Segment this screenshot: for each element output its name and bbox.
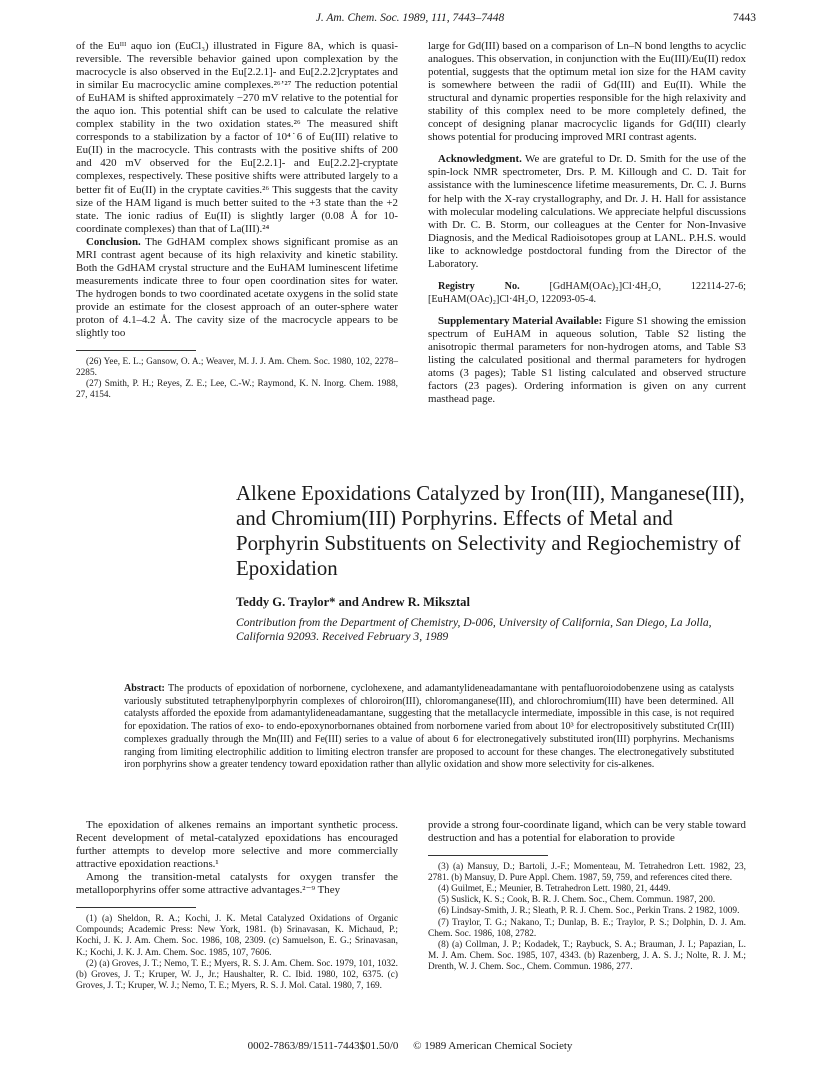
abstract-heading: Abstract: — [124, 683, 165, 694]
footnote-3: (3) (a) Mansuy, D.; Bartoli, J.-F.; Momenteau, M. Tetrahedron Lett. 1982, 23, 2781. (b) Mansuy, D. Pure Appl. Chem. 1987, 59, 759, and references cited there. — [428, 862, 746, 884]
acknowledgment-paragraph — [428, 153, 746, 270]
footnote-rule — [76, 907, 196, 908]
conclusion-heading: Conclusion. — [86, 235, 141, 248]
bottom-right-column — [428, 819, 746, 973]
affiliation: Contribution from the Department of Chemistry, D-006, University of California, San Diego, La Jolla, California 92093. Received February 3, 1989 — [236, 615, 712, 643]
abstract-text: The products of epoxidation of norbornene, cyclohexene, and adamantylideneadamantane with pentafluoroiodobenzene using as catalysts variously substituted tetraphenylporphyrin complexes of chloroiron(III), chloromanganese(III), and chlorochromium(III) have been determined. All catalysts afforded the epoxide from adamantylideneadamantane, suggesting that the metallacycle intermediate, impossible in this case, is not required for epoxidation. The ratios of exo- to endo-epoxynorbornanes obtained from norbornene varied from about 10³ for electropositively substituted Cr(III) complexes gradually through the Mn(III) and Fe(III) series to a value of about 6 for electronegatively substituted iron(III) porphyrins. Mechanisms ranging from limiting electrophilic addition to limiting electron transfer are proposed to account for these changes. The electronegatively substituted iron porphyrins show a greater tendency toward epoxidation rather than allylic oxidation and show more selectivity for cis-alkenes. — [124, 683, 734, 771]
abstract — [124, 683, 734, 772]
issn-code: 0002-7863/89/1511-7443$01.50/0 — [247, 1040, 399, 1052]
running-head — [64, 12, 756, 30]
registry-heading: Registry No. — [438, 280, 520, 292]
footnote-rule — [76, 350, 196, 351]
article-title: Alkene Epoxidations Catalyzed by Iron(III), Manganese(III), and Chromium(III) Porphyrins. Effects of Metal and Porphyrin Substituents on Selectivity and Regiochemistry of Epoxidation — [236, 482, 745, 580]
registry-text: [GdHAM(OAc)₂]Cl·4H₂O, 122114-27-6; [EuHAM(OAc)₂]Cl·4H₂O, 122093-05-4. — [428, 280, 746, 305]
body-paragraph: large for Gd(III) based on a comparison of Ln–N bond lengths to acyclic analogues. This observation, in conjunction with the Eu(III)/Eu(II) redox potential, suggests that the optimum metal ion size for the HAM cavity is somewhere between the radii of Gd(III) and Eu(II). While the structural and dynamic properties responsible for the high relaxivity and stability of this complex need to be more completely defined, the concept of designing planar macrocyclic ligands for Gd(III) clearly shows potential for producing improved MRI contrast agents. — [428, 40, 746, 144]
footnote-7: (7) Traylor, T. G.; Nakano, T.; Dunlap, B. E.; Traylor, P. S.; Dolphin, D. J. Am. Chem. Soc. 1986, 108, 2782. — [428, 917, 746, 939]
intro-paragraph: The epoxidation of alkenes remains an important synthetic process. Recent development of metal-catalyzed epoxidations has encouraged further attempts to develop more selective and more commercially attractive epoxidation reactions.¹ — [76, 819, 398, 871]
authors: Teddy G. Traylor* and Andrew R. Miksztal — [236, 594, 470, 609]
footnote-rule — [428, 855, 548, 856]
registry-paragraph — [428, 280, 746, 306]
intro-paragraph: provide a strong four-coordinate ligand, which can be very stable toward destruction and has a potential for elaboration to provide — [428, 819, 746, 845]
supplementary-text: Figure S1 showing the emission spectrum of EuHAM in aqueous solution, Table S2 listing the anisotropic thermal parameters for non-hydrogen atoms, and Table S3 listing the calculated positional and thermal parameters for hydrogen atoms (3 pages); Table S1 listing calculated and observed structure factors (23 pages). Ordering information is given on any current masthead page. — [428, 314, 746, 406]
supplementary-heading: Supplementary Material Available: — [438, 314, 603, 327]
copyright-notice: © 1989 American Chemical Society — [413, 1040, 573, 1052]
footnote-8: (8) (a) Collman, J. P.; Kodadek, T.; Raybuck, S. A.; Brauman, J. I.; Papazian, L. M. J. Am. Chem. Soc. 1985, 107, 4343. (b) Razenberg, J. A. S. J.; Nolte, R. J. M.; Drenth, W. J. Chem. Soc., Chem. Commun. 1986, 277. — [428, 939, 746, 972]
bottom-left-column — [76, 819, 398, 992]
journal-citation: J. Am. Chem. Soc. 1989, 111, 7443–7448 — [315, 12, 505, 24]
footnote-1: (1) (a) Sheldon, R. A.; Kochi, J. K. Metal Catalyzed Oxidations of Organic Compounds; Academic Press: New York, 1981. (b) Srinavasan, K. Michaud, P.; Kochi, J. K. J. Am. Chem. Soc. 1986, 108, 2309. (c) Samuelson, E. G.; Srinavasan, K.; Kochi, J. K. J. Am. Chem. Soc. 1985, 107, 7606. — [76, 914, 398, 958]
page-number: 7443 — [733, 12, 756, 24]
article-header — [236, 482, 756, 644]
top-left-column — [76, 40, 398, 401]
footnote-5: (5) Suslick, K. S.; Cook, B. R. J. Chem. Soc., Chem. Commun. 1987, 200. — [438, 895, 716, 906]
footnote-2: (2) (a) Groves, J. T.; Nemo, T. E.; Myers, R. S. J. Am. Chem. Soc. 1979, 101, 1032. (b) Groves, J. T.; Kruper, W. J., Jr.; Haushalter, R. C. Ibid. 1980, 102, 6375. (c) Groves, J. T.; Kruper, W. J.; Nemo, T. E.; Myers, R. S. J. Mol. Catal. 1980, 7, 169. — [76, 958, 398, 991]
top-right-column — [428, 40, 746, 406]
conclusion-text: The GdHAM complex shows significant promise as an MRI contrast agent because of its high relaxivity and kinetic stability. Both the GdHAM crystal structure and the EuHAM luminescent lifetime measurements indicate three to four open coordination sites for water. The hydrogen bonds to two coordinated acetate oxygens in the solid state provide an estimate for the closest approach of an outer-sphere water proton of 4.1–4.2 Å. The cavity size of the macrocycle appears to be slightly too — [76, 235, 398, 340]
page-footer — [0, 1040, 820, 1052]
supplementary-paragraph — [428, 315, 746, 406]
conclusion-paragraph — [76, 236, 398, 340]
acknowledgment-heading: Acknowledgment. — [438, 153, 522, 166]
footnote-26: (26) Yee, E. L.; Gansow, O. A.; Weaver, M. J. J. Am. Chem. Soc. 1980, 102, 2278–2285. — [76, 357, 398, 379]
acknowledgment-text: We are grateful to Dr. D. Smith for the use of the spin-lock NMR spectrometer, Drs. P. M. Killough and C. D. Tait for assistance with the luminescence lifetime measurements, Dr. C. J. Burns for help with the X-ray crystallography, and Dr. J. H. Hall for assistance with molecular modeling calculations. We appreciate helpful discussions with Dr. C. B. Storm, our colleagues at the Center for Non-Invasive Diagnosis, and the Medical Radioisotopes group at LANL. P.H.S. would like to acknowledge postdoctoral funding from the Director of the Laboratory. — [428, 153, 746, 270]
footnote-6: (6) Lindsay-Smith, J. R.; Sleath, P. R. J. Chem. Soc., Perkin Trans. 2 1982, 1009. — [438, 906, 740, 917]
footnote-4: (4) Guilmet, E.; Meunier, B. Tetrahedron Lett. 1980, 21, 4449. — [438, 884, 671, 895]
footnote-27: (27) Smith, P. H.; Reyes, Z. E.; Lee, C.-W.; Raymond, K. N. Inorg. Chem. 1988, 27, 4154. — [76, 379, 398, 401]
intro-paragraph: Among the transition-metal catalysts for oxygen transfer the metalloporphyrins offer some attractive advantages.²⁻⁹ They — [76, 871, 398, 897]
body-paragraph: of the Euᴵᴵᴵ aquo ion (EuCl₃) illustrated in Figure 8A, which is quasi-reversible. The reversible behavior gained upon complexation by the macrocycle is also observed in the Eu[2.2.1]- and Eu[2.2.2]cryptates and in similar Eu macrocyclic amine complexes.²⁶ʼ²⁷ The reduction potential of EuHAM is shifted approximately −270 mV relative to the potential for the aquo ion. This potential shift can be used to calculate the relative complex stability in the two oxidation states.²⁶ The measured shift corresponds to a stabilization by a factor of 10⁴˙6 of Eu(III) relative to Eu(II) in the macrocycle. This contrasts with the positive shifts of 200 and 420 mV observed for the Eu[2.2.1]- and Eu[2.2.2]-cryptate complexes, respectively. These positive shifts were attributed largely to a better fit of Eu(II) in the cryptate cavities.²⁶ This suggests that the cavity size of the HAM ligand is much better suited to the +3 state than the +2 state. The ionic radius of Eu(II) is slightly larger (0.08 Å for 10-coordinate complexes) than that of La(III).²⁴ — [76, 40, 398, 235]
